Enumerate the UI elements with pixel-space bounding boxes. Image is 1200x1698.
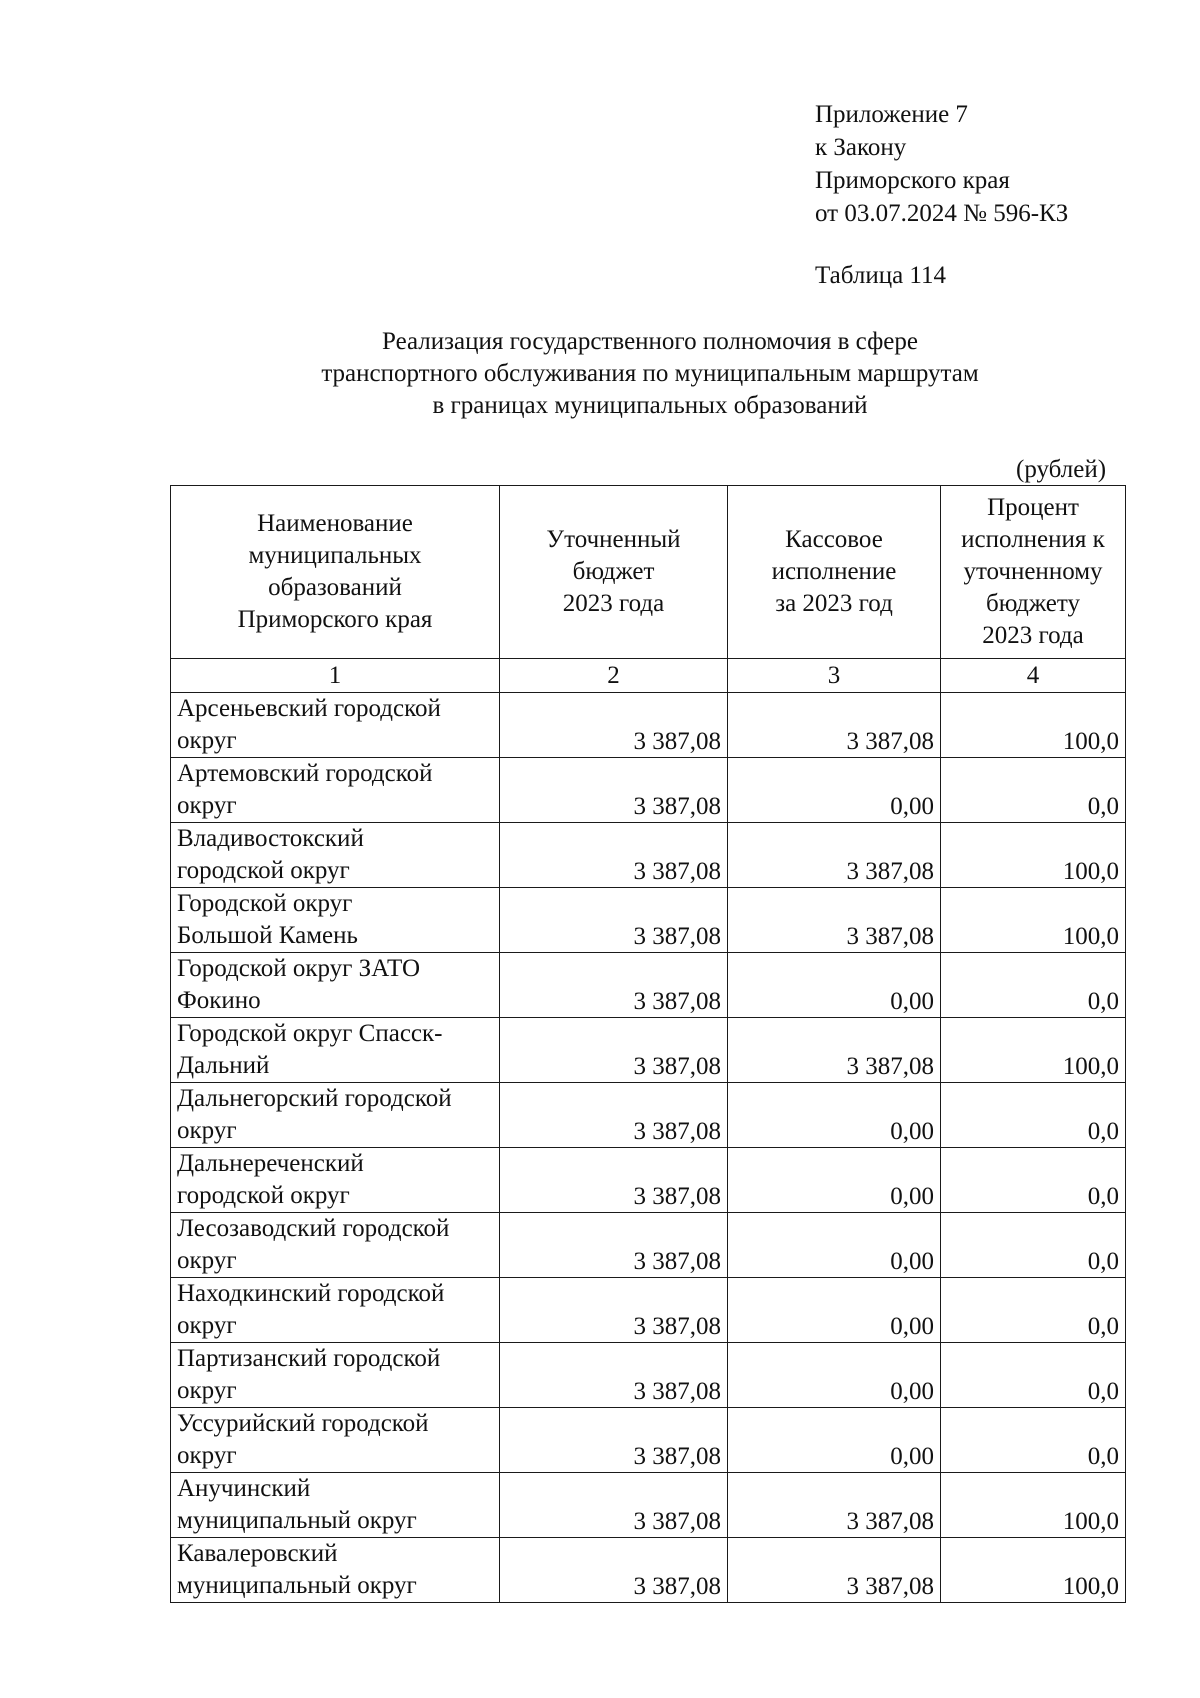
table-number: Таблица 114 [815,262,946,289]
budget-cell: 3 387,08 [500,823,728,888]
municipality-name-line: муниципальный округ [177,1572,417,1599]
municipality-name-cell [171,1018,500,1083]
execution-cell: 0,00 [728,1148,941,1213]
execution-cell: 3 387,08 [728,823,941,888]
percent-cell: 100,0 [941,823,1126,888]
budget-table [170,485,1126,1603]
execution-cell: 0,00 [728,1213,941,1278]
table-row [171,758,1126,823]
municipality-name-line: Дальнегорский городской [177,1085,452,1112]
budget-cell: 3 387,08 [500,1278,728,1343]
municipality-name-line: Кавалеровский [177,1540,338,1567]
percent-cell: 0,0 [941,953,1126,1018]
header-line: Приморского края [237,606,433,633]
budget-cell: 3 387,08 [500,1473,728,1538]
percent-cell: 100,0 [941,1538,1126,1603]
budget-cell: 3 387,08 [500,1018,728,1083]
column-number: 4 [941,659,1126,693]
header-line: уточненному [963,558,1103,585]
execution-cell: 0,00 [728,1408,941,1473]
appendix-line: к Закону [815,134,907,161]
budget-cell: 3 387,08 [500,1213,728,1278]
execution-cell: 0,00 [728,1343,941,1408]
municipality-name-line: округ [177,727,237,754]
municipality-name-line: Городской округ Спасск- [177,1020,443,1047]
header-line: за 2023 год [775,590,893,617]
execution-cell: 3 387,08 [728,1018,941,1083]
table-row [171,1278,1126,1343]
percent-cell: 100,0 [941,1018,1126,1083]
header-line: 2023 года [562,590,665,617]
execution-cell: 3 387,08 [728,693,941,758]
municipality-name-cell [171,758,500,823]
municipality-name-cell [171,1343,500,1408]
municipality-name-line: округ [177,1312,237,1339]
units-label: (рублей) [1016,456,1107,483]
header-line: Уточненный [546,526,681,553]
budget-cell: 3 387,08 [500,888,728,953]
municipality-name-line: Партизанский городской [177,1345,441,1372]
municipality-name-cell [171,693,500,758]
header-execution [728,486,941,659]
budget-cell: 3 387,08 [500,758,728,823]
appendix-line: от 03.07.2024 № 596-КЗ [815,200,1069,227]
municipality-name-cell [171,1278,500,1343]
budget-cell: 3 387,08 [500,1148,728,1213]
municipality-name-line: Большой Камень [177,922,358,949]
municipality-name-cell [171,888,500,953]
percent-cell: 0,0 [941,1278,1126,1343]
table-row [171,888,1126,953]
header-line: 2023 года [982,622,1084,649]
header-line: исполнение [771,558,897,585]
municipality-name-cell [171,1408,500,1473]
percent-cell: 0,0 [941,1213,1126,1278]
municipality-name-line: округ [177,792,237,819]
table-row [171,693,1126,758]
budget-cell: 3 387,08 [500,1408,728,1473]
title-line: в границах муниципальных образований [432,392,868,419]
municipality-name-line: Городской округ ЗАТО [177,955,421,982]
municipality-name-line: Анучинский [177,1475,311,1502]
column-number: 1 [171,659,500,693]
title-line: транспортного обслуживания по муниципальным маршрутам [321,360,979,387]
percent-cell: 0,0 [941,1343,1126,1408]
header-percent [941,486,1126,659]
municipality-name-line: городской округ [177,1182,350,1209]
execution-cell: 0,00 [728,953,941,1018]
document-title [180,326,1120,422]
municipality-name-line: городской округ [177,857,350,884]
percent-cell: 0,0 [941,1083,1126,1148]
budget-cell: 3 387,08 [500,1538,728,1603]
municipality-name-line: Городской округ [177,890,353,917]
municipality-name-cell [171,1213,500,1278]
header-line: Кассовое [785,526,883,553]
budget-cell: 3 387,08 [500,1083,728,1148]
percent-cell: 0,0 [941,1408,1126,1473]
table-row [171,823,1126,888]
execution-cell: 3 387,08 [728,888,941,953]
municipality-name-line: Дальнереченский [177,1150,364,1177]
budget-cell: 3 387,08 [500,953,728,1018]
municipality-name-line: Арсеньевский городской [177,695,441,722]
budget-cell: 3 387,08 [500,1343,728,1408]
header-budget [500,486,728,659]
table-row [171,953,1126,1018]
column-number: 3 [728,659,941,693]
municipality-name-line: муниципальный округ [177,1507,417,1534]
municipality-name-line: Дальний [177,1052,270,1079]
title-line: Реализация государственного полномочия в сфере [382,328,918,355]
table-row [171,1343,1126,1408]
header-line: бюджету [986,590,1080,617]
appendix-reference [815,98,1068,230]
header-municipality [171,486,500,659]
municipality-name-cell [171,1083,500,1148]
municipality-name-line: округ [177,1247,237,1274]
percent-cell: 100,0 [941,693,1126,758]
municipality-name-cell [171,953,500,1018]
municipality-name-line: Фокино [177,987,261,1014]
table-row [171,1018,1126,1083]
municipality-name-line: Артемовский городской [177,760,433,787]
percent-cell: 0,0 [941,1148,1126,1213]
table-row [171,1083,1126,1148]
table-header-row [171,486,1126,659]
municipality-name-line: округ [177,1377,237,1404]
execution-cell: 0,00 [728,1278,941,1343]
header-line: Наименование [257,510,413,537]
execution-cell: 0,00 [728,758,941,823]
budget-cell: 3 387,08 [500,693,728,758]
municipality-name-line: Владивостокский [177,825,364,852]
header-line: муниципальных [248,542,422,569]
execution-cell: 3 387,08 [728,1538,941,1603]
municipality-name-cell [171,823,500,888]
municipality-name-cell [171,1538,500,1603]
municipality-name-line: Уссурийский городской [177,1410,429,1437]
appendix-line: Приложение 7 [815,101,968,128]
percent-cell: 0,0 [941,758,1126,823]
appendix-line: Приморского края [815,167,1010,194]
municipality-name-line: округ [177,1117,237,1144]
header-line: образований [268,574,402,601]
municipality-name-line: Находкинский городской [177,1280,445,1307]
municipality-name-cell [171,1148,500,1213]
column-number: 2 [500,659,728,693]
municipality-name-line: округ [177,1442,237,1469]
header-line: исполнения к [961,526,1105,553]
municipality-name-line: Лесозаводский городской [177,1215,450,1242]
table-row [171,1148,1126,1213]
municipality-name-cell [171,1473,500,1538]
percent-cell: 100,0 [941,888,1126,953]
table-row [171,1213,1126,1278]
header-line: Процент [987,494,1079,521]
column-number-row [171,659,1126,693]
table-row [171,1473,1126,1538]
execution-cell: 0,00 [728,1083,941,1148]
table-row [171,1408,1126,1473]
header-line: бюджет [572,558,655,585]
percent-cell: 100,0 [941,1473,1126,1538]
table-row [171,1538,1126,1603]
execution-cell: 3 387,08 [728,1473,941,1538]
